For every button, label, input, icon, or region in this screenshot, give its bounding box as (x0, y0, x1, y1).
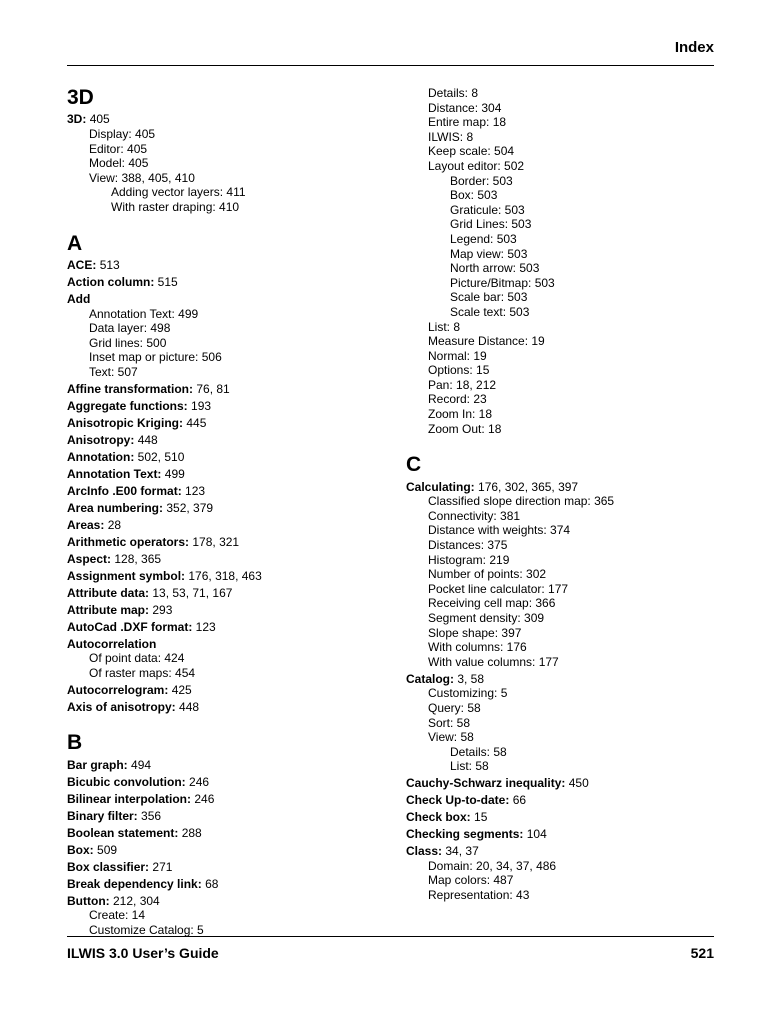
index-pages: Scale bar: 503 (450, 290, 528, 305)
index-entry (406, 130, 716, 145)
index-pages: 494 (131, 757, 152, 772)
index-term: Areas: (67, 517, 105, 532)
index-entry (406, 305, 716, 320)
index-term: Arithmetic operators: (67, 534, 190, 549)
index-pages: 123 (195, 619, 216, 634)
index-entry (67, 552, 377, 567)
index-entry (406, 640, 716, 655)
index-pages: 193 (191, 398, 212, 413)
index-pages: Box: 503 (450, 188, 498, 203)
index-pages: 288 (181, 825, 202, 840)
index-pages: North arrow: 503 (450, 261, 540, 276)
footer-book-title: ILWIS 3.0 User’s Guide (67, 945, 219, 961)
index-term: Box: (67, 842, 94, 857)
index-pages: Record: 23 (428, 392, 487, 407)
index-entry (406, 363, 716, 378)
index-pages: 271 (152, 859, 173, 874)
index-entry (406, 203, 716, 218)
index-term: ACE: (67, 257, 97, 272)
index-term: Catalog: (406, 671, 454, 686)
index-term: Calculating: (406, 479, 475, 494)
index-pages: 448 (137, 432, 158, 447)
index-term: Axis of anisotropy: (67, 699, 176, 714)
index-entry (406, 115, 716, 130)
index-term: Autocorrelogram: (67, 682, 169, 697)
index-entry (67, 365, 377, 380)
index-entry (67, 142, 377, 157)
index-pages: 509 (97, 842, 118, 857)
index-pages: 104 (526, 827, 547, 842)
index-entry (67, 467, 377, 482)
index-term: Check box: (406, 810, 471, 825)
index-entry (67, 433, 377, 448)
index-pages: Customize Catalog: 5 (89, 922, 204, 937)
index-pages: 15 (474, 810, 488, 825)
index-entry (406, 509, 716, 524)
index-entry (406, 793, 716, 808)
index-pages: Details: 58 (450, 744, 507, 759)
index-entry (406, 745, 716, 760)
index-pages: View: 388, 405, 410 (89, 170, 195, 185)
index-term: Affine transformation: (67, 381, 193, 396)
index-entry (406, 686, 716, 701)
index-entry (406, 232, 716, 247)
index-pages: Entire map: 18 (428, 115, 507, 130)
index-pages: 176, 318, 463 (188, 568, 262, 583)
index-entry (67, 843, 377, 858)
index-pages: Map colors: 487 (428, 873, 514, 888)
index-pages: Layout editor: 502 (428, 158, 525, 173)
index-pages: Options: 15 (428, 363, 490, 378)
index-term: Autocorrelation (67, 636, 157, 651)
index-pages: 499 (164, 466, 185, 481)
footer-rule (67, 936, 714, 937)
index-pages: 502, 510 (137, 449, 185, 464)
index-pages: Annotation Text: 499 (89, 306, 199, 321)
section-letter: 3D (67, 86, 94, 109)
index-pages: Of point data: 424 (89, 651, 185, 666)
index-pages: Number of points: 302 (428, 567, 547, 582)
index-pages: Customizing: 5 (428, 686, 508, 701)
index-pages: Pan: 18, 212 (428, 377, 497, 392)
index-entry (406, 261, 716, 276)
index-pages: With value columns: 177 (428, 654, 559, 669)
index-pages: Keep scale: 504 (428, 144, 515, 159)
index-pages: Sort: 58 (428, 715, 471, 730)
index-entry (67, 908, 377, 923)
index-pages: Of raster maps: 454 (89, 665, 196, 680)
index-entry (67, 156, 377, 171)
index-entry (406, 247, 716, 262)
index-entry (406, 276, 716, 291)
index-pages: 66 (512, 793, 527, 808)
index-pages: Connectivity: 381 (428, 508, 521, 523)
index-pages: 13, 53, 71, 167 (152, 585, 233, 600)
index-pages: 212, 304 (113, 893, 160, 908)
index-entry (67, 877, 377, 892)
index-pages: 425 (171, 682, 192, 697)
index-entry (406, 672, 716, 687)
index-pages: Representation: 43 (428, 888, 530, 903)
index-term: Binary filter: (67, 808, 138, 823)
running-header-title: Index (674, 39, 714, 56)
index-pages: 3, 58 (457, 671, 485, 686)
index-pages: Measure Distance: 19 (428, 334, 545, 349)
index-entry (406, 655, 716, 670)
page-number: 521 (690, 945, 714, 961)
index-entry (67, 112, 377, 127)
index-entry (67, 382, 377, 397)
index-entry (406, 159, 716, 174)
index-pages: ILWIS: 8 (428, 129, 474, 144)
index-term: Annotation: (67, 449, 135, 464)
index-entry (406, 626, 716, 641)
index-pages: Distances: 375 (428, 538, 508, 553)
index-pages: 448 (179, 699, 200, 714)
index-pages: Distance with weights: 374 (428, 523, 571, 538)
index-pages: 515 (157, 274, 178, 289)
index-pages: With columns: 176 (428, 640, 527, 655)
index-pages: Slope shape: 397 (428, 625, 522, 640)
index-pages: Map view: 503 (450, 246, 528, 261)
index-entry (406, 730, 716, 745)
index-entry (406, 494, 716, 509)
index-pages: 356 (141, 808, 162, 823)
section-letter: A (67, 231, 83, 255)
index-term: Annotation Text: (67, 466, 162, 481)
index-pages: Grid lines: 500 (89, 335, 167, 350)
index-term: Checking segments: (406, 827, 524, 842)
section-letter: C (406, 453, 422, 477)
index-pages: Zoom In: 18 (428, 407, 493, 422)
index-entry (406, 101, 716, 116)
index-term: AutoCad .DXF format: (67, 619, 193, 634)
index-pages: Query: 58 (428, 700, 481, 715)
index-entry (406, 844, 716, 859)
index-pages: 445 (186, 415, 207, 430)
index-pages: 352, 379 (166, 500, 214, 515)
index-entry (67, 700, 377, 715)
index-pages: 68 (205, 876, 219, 891)
index-entry (406, 144, 716, 159)
index-entry (67, 350, 377, 365)
index-term: Aspect: (67, 551, 112, 566)
index-entry (406, 759, 716, 774)
index-term: Anisotropy: (67, 432, 135, 447)
index-term: Action column: (67, 274, 155, 289)
index-entry (406, 320, 716, 335)
index-entry (406, 596, 716, 611)
index-entry (67, 275, 377, 290)
index-term: Area numbering: (67, 500, 164, 515)
index-entry (406, 810, 716, 825)
index-term: Break dependency link: (67, 876, 202, 891)
index-entry (67, 535, 377, 550)
index-pages: Inset map or picture: 506 (89, 350, 222, 365)
index-entry (406, 523, 716, 538)
index-pages: 178, 321 (192, 534, 240, 549)
index-entry (406, 174, 716, 189)
index-pages: Segment density: 309 (428, 610, 545, 625)
index-entry (67, 307, 377, 322)
index-entry (406, 827, 716, 842)
index-entry (67, 603, 377, 618)
index-entry (406, 776, 716, 791)
index-pages: Grid Lines: 503 (450, 217, 532, 232)
index-entry (406, 407, 716, 422)
index-entry (67, 894, 377, 909)
index-term: Boolean statement: (67, 825, 179, 840)
index-term: Class: (406, 844, 443, 859)
index-entry (67, 775, 377, 790)
index-entry (67, 569, 377, 584)
index-entry (406, 701, 716, 716)
index-entry (67, 185, 377, 200)
index-entry (406, 290, 716, 305)
index-pages: 513 (99, 257, 120, 272)
index-entry (406, 567, 716, 582)
index-pages: Classified slope direction map: 365 (428, 494, 615, 509)
index-entry (406, 349, 716, 364)
index-term: Check Up-to-date: (406, 793, 510, 808)
index-pages: Create: 14 (89, 908, 146, 923)
section-letter: B (67, 731, 83, 755)
index-pages: Zoom Out: 18 (428, 421, 502, 436)
index-pages: Data layer: 498 (89, 321, 171, 336)
index-term: Attribute map: (67, 602, 149, 617)
index-term: Bar graph: (67, 757, 128, 772)
index-entry (67, 200, 377, 215)
index-pages: Display: 405 (89, 126, 156, 141)
index-entry (67, 258, 377, 273)
index-pages: Domain: 20, 34, 37, 486 (428, 858, 557, 873)
index-term: Aggregate functions: (67, 398, 188, 413)
index-entry (67, 637, 377, 652)
index-term: Add (67, 291, 91, 306)
index-pages: Border: 503 (450, 173, 513, 188)
index-term: 3D: (67, 112, 87, 127)
index-pages: Editor: 405 (89, 141, 148, 156)
index-pages: Picture/Bitmap: 503 (450, 275, 555, 290)
index-entry (67, 484, 377, 499)
index-pages: 246 (189, 774, 210, 789)
index-entry (406, 553, 716, 568)
index-entry (67, 666, 377, 681)
index-entry (406, 217, 716, 232)
index-term: Bicubic convolution: (67, 774, 186, 789)
index-entry (406, 873, 716, 888)
index-entry (406, 582, 716, 597)
index-entry (67, 292, 377, 307)
index-entry (67, 683, 377, 698)
index-entry (67, 651, 377, 666)
index-entry (406, 480, 716, 495)
index-pages: 123 (185, 483, 206, 498)
index-entry (406, 538, 716, 553)
index-entry (67, 758, 377, 773)
index-entry (406, 859, 716, 874)
index-term: Box classifier: (67, 859, 150, 874)
index-entry (67, 860, 377, 875)
index-entry (67, 336, 377, 351)
index-entry (406, 378, 716, 393)
index-entry (67, 792, 377, 807)
index-pages: 246 (194, 791, 215, 806)
index-pages: Legend: 503 (450, 231, 517, 246)
index-pages: List: 8 (428, 319, 461, 334)
index-pages: Text: 507 (89, 364, 138, 379)
index-pages: 450 (568, 776, 589, 791)
index-pages: Model: 405 (89, 156, 149, 171)
index-pages: 405 (89, 112, 110, 127)
index-pages: Distance: 304 (428, 100, 502, 115)
index-term: Assignment symbol: (67, 568, 186, 583)
index-pages: With raster draping: 410 (111, 199, 240, 214)
index-term: Bilinear interpolation: (67, 791, 192, 806)
index-pages: List: 58 (450, 759, 489, 774)
index-entry (67, 171, 377, 186)
index-pages: Details: 8 (428, 86, 479, 100)
index-pages: Receiving cell map: 366 (428, 596, 556, 611)
index-entry (67, 127, 377, 142)
index-entry (67, 620, 377, 635)
index-entry (406, 392, 716, 407)
index-entry (406, 422, 716, 437)
index-entry (406, 334, 716, 349)
index-pages: Normal: 19 (428, 348, 487, 363)
index-entry (67, 399, 377, 414)
index-entry (67, 416, 377, 431)
index-entry (67, 586, 377, 601)
index-entry (406, 716, 716, 731)
index-entry (406, 888, 716, 903)
index-term: Button: (67, 893, 110, 908)
index-entry (67, 321, 377, 336)
index-pages: Histogram: 219 (428, 552, 510, 567)
index-entry (67, 501, 377, 516)
index-pages: Graticule: 503 (450, 202, 525, 217)
index-column-left (67, 86, 377, 937)
index-entry (67, 518, 377, 533)
index-pages: 34, 37 (445, 844, 479, 859)
index-column-right (406, 86, 716, 903)
index-entry (406, 188, 716, 203)
index-term: Anisotropic Kriging: (67, 415, 183, 430)
index-pages: Pocket line calculator: 177 (428, 581, 569, 596)
index-entry (67, 809, 377, 824)
index-term: Cauchy-Schwarz inequality: (406, 776, 566, 791)
index-pages: Scale text: 503 (450, 304, 530, 319)
index-pages: View: 58 (428, 730, 474, 745)
index-entry (406, 611, 716, 626)
index-pages: 128, 365 (114, 551, 162, 566)
index-entry (67, 826, 377, 841)
index-pages: 76, 81 (196, 381, 230, 396)
index-pages: 28 (107, 517, 122, 532)
index-entry (406, 86, 716, 101)
index-pages: Adding vector layers: 411 (111, 185, 246, 200)
index-term: Attribute data: (67, 585, 149, 600)
index-entry (67, 450, 377, 465)
header-rule (67, 65, 714, 66)
index-pages: 293 (152, 602, 173, 617)
index-pages: 176, 302, 365, 397 (478, 479, 579, 494)
index-term: ArcInfo .E00 format: (67, 483, 182, 498)
